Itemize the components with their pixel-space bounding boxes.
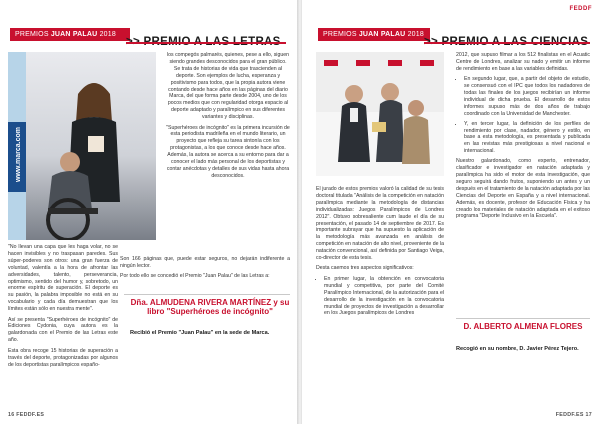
award-winner-title-right: D. ALBERTO ALMENA FLORES	[463, 322, 583, 331]
body-column-right-b	[456, 52, 590, 224]
body-para: Son 166 páginas que, puede estar seguros, no dejarán indiferente a ningún lector.	[120, 256, 290, 269]
section-tag-left	[10, 28, 130, 41]
bullet-item: • Y, en tercer lugar, la definición de los perfiles de rendimiento por clase, nadador, género y estilo, en base a esta metodología, es presentada y publicada en las revistas más prestigiosas a nivel nacional e internacional.	[464, 121, 590, 156]
section-tag-prefix: PREMIOS	[323, 31, 359, 38]
award-winner-sub-left: Recibió el Premio "Juan Palau" en la sede de Marca.	[130, 330, 270, 336]
divider-right	[456, 318, 590, 319]
body-para: Así se presenta "Superhéroes de incógnito" de Ediciones Cydonia, cuya autora es la galardonada con el Premio de las Letras este año.	[8, 316, 118, 344]
body-column-right-a	[316, 186, 444, 320]
bullet-list-right-b	[456, 76, 590, 155]
section-tag-right	[318, 28, 430, 41]
photo-banner-text: www.marca.com	[15, 127, 22, 182]
section-rule-right	[424, 42, 590, 44]
body-column-left-a	[8, 244, 118, 372]
divider-left	[124, 294, 290, 295]
body-para: Nuestro galardonado, como experto, entrenador, clasificador e investigador en natación adaptada y paralímpica ha sido el motor de esta investigación, que seguro seguirá dando frutos, suponiendo un antes y un después en el tratamiento de la natación adaptada por las Ciencias del Deporte en España y a nivel internacional. Además, es docente, profesor de Educación Física y ha creado los materiales de natación adaptada en el exitoso programa "Deporte Inclusivo en la Escuela".	[456, 158, 590, 220]
body-para: El jurado de estos premios valoró la calidad de su tesis doctoral titulada "Análisis de la competición en natación paralímpica mediante la metodología de distancias individualizadas: Juegos Paralímpicos de Londres 2012". Obtuvo sobresaliente cum laude el día de su presentación, el pasado 14 de septiembre de 2017. Es importante subrayar que ha supuesto la aplicación de la metodología más avanzada en análisis de competición en natación de alto nivel, proveniente de la natación convencional, así definida por Santiago Veiga, co-director de esta tesis.	[316, 186, 444, 262]
award-winner-sub-right: Recogió en su nombre, D. Javier Pérez Tejero.	[456, 346, 579, 352]
section-tag-highlight: JUAN PALAU	[358, 31, 406, 38]
section-rule-left	[126, 42, 286, 44]
section-tag-suffix: 2018	[405, 31, 424, 38]
award-photo-left-illustration	[8, 52, 156, 240]
page-footer-left: 16 FEDDF.ES	[8, 412, 45, 418]
body-para: los compegós palmarés, quienes, pese a ello, siguen siendo grandes desconocidos para el gran público. Se trata de historias de vida que trascienden al deporte. Son ejemplos de lucha, esperanza y positivismo para todos, que la propia autora viene contando desde hace años en las páginas del diario Marca, del que forma parte desde 2004, uno de los pocos medios que con regularidad otorga espacio al deporte adaptado y paralímpico en sus diferentes variantes y disciplinas.	[167, 52, 289, 121]
section-tag-prefix: PREMIOS	[15, 31, 51, 38]
award-photo-left	[8, 52, 156, 240]
section-tag-suffix: 2018	[97, 31, 116, 38]
body-para: "No llevan una capa que les haga volar, no se hacen invisibles y no traspasan paredes. Sus súper-poderes son otros: una gran fuerza de voluntad, valentía a la hora de afrontar las adversidades, talento, perseverancia, optimismo, sentido del humor y, sobretodo, un enorme espíritu de superación. El deporte es su pasión, la palabra imposible no está en su vocabulario y cada día demuestran que los límites están sólo en nuestra mente".	[8, 244, 118, 313]
award-photo-right-illustration	[316, 52, 444, 176]
bullet-item: • En primer lugar, la obtención en convocatoria mundial y competitiva, por parte del Comité Paralímpico Internacional, de la autorización para el desarrollo de la investigación en la convocatoria mundial de proyectos de investigación a desarrollar en los Juegos paralímpicos de Londres	[324, 276, 444, 317]
section-tag-highlight: JUAN PALAU	[50, 31, 98, 38]
feddf-logo: FEDDF	[569, 6, 592, 12]
left-page	[0, 0, 298, 424]
body-para: Desta caemos tres aspectos significativos:	[316, 265, 414, 272]
body-para: Esta obra recoge 15 historias de superación a través del deporte, protagonizadas por algunos de los deportistas paralímpicos españo-	[8, 347, 118, 368]
body-column-left-b	[166, 52, 290, 183]
body-para: 2012, que supuso filmar a los 512 finalistas en el Acuatic Centre de Londres, analizar su nado y emitir un informe de rendimiento en base a las variables definidas.	[456, 52, 590, 72]
body-column-left-c	[120, 256, 290, 284]
page-footer-right: FEDDF.ES 17	[555, 412, 592, 418]
award-winner-title-left: Dña. ALMUDENA RIVERA MARTÍNEZ y su libro "Superhéroes de incógnito"	[130, 298, 290, 317]
body-para: "Superhéroes de incógnito" es la primera incursión de esta periodista madrileña en el mundo literario, un proyecto que refleja su tarea sintonía con los protagonistas, a los que conoce desde hace años. Además, la autora se acerca a su entorno para dar a conocer el lado más personal de los deportistas y contar anécdotas y detalles de sus vidas hasta ahora desconocidos.	[166, 124, 290, 179]
bullet-list-right-a	[316, 276, 444, 317]
body-para: Por todo ello se concedió el Premio "Juan Palau" de las Letras a:	[120, 273, 270, 280]
right-page	[302, 0, 600, 424]
award-photo-right	[316, 52, 444, 176]
bullet-item: • En segundo lugar, que, a partir del objeto de estudio, se consensuó con el IPC que todos los nadadores de todas las finales de los juegos recibirían un informe individual de dicha prueba. El desarrollo de estos informes supuso más de dos años de trabajo coordinado con la Universidad de Manchester.	[464, 76, 590, 117]
